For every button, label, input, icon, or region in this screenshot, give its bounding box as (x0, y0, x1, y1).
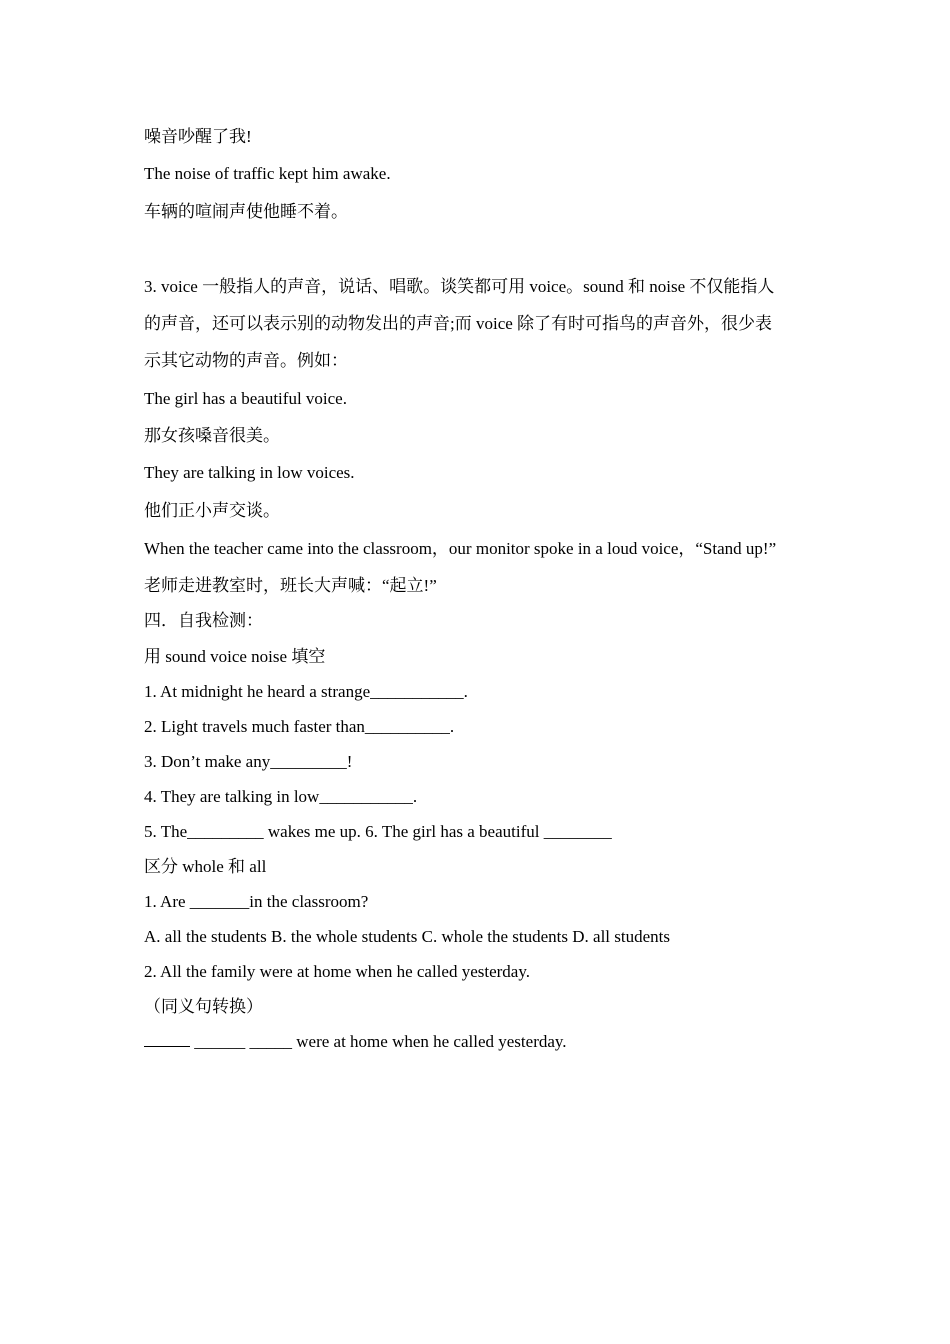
text-line: 车辆的喧闹声使他睡不着。 (144, 202, 348, 221)
sentence-rest: were at home when he called yesterday. (296, 1032, 567, 1051)
exercise-item: 2. All the family were at home when he called yesterday. (144, 962, 530, 981)
rewrite-line (144, 1031, 567, 1053)
instruction-line: 区分 whole 和 all (144, 857, 267, 876)
text-line: 那女孩嗓音很美。 (144, 426, 280, 445)
text-line: 他们正小声交谈。 (144, 501, 280, 520)
text-line: When the teacher came into the classroom，our monitor spoke in a loud voice，“Stand up!” (144, 539, 777, 558)
text-line: 噪音吵醒了我! (144, 127, 252, 146)
exercise-item: 1. At midnight he heard a strange___________. (144, 682, 468, 701)
text-line: 的声音，还可以表示别的动物发出的声音;而 voice 除了有时可指鸟的声音外，很少表 (144, 314, 773, 333)
section-heading: 四．自我检测： (144, 611, 263, 630)
blank-line: ______ (194, 1032, 246, 1051)
answer-options: A. all the students B. the whole students C. whole the students D. all students (144, 927, 671, 946)
exercise-item: 2. Light travels much faster than__________. (144, 717, 455, 736)
text-line: 示其它动物的声音。例如： (144, 351, 348, 370)
instruction-line: 用 sound voice noise 填空 (144, 647, 326, 666)
exercise-item: 3. Don’t make any_________! (144, 752, 353, 771)
exercise-item: 5. The_________ wakes me up. 6. The girl has a beautiful ________ (144, 822, 612, 841)
exercise-item: 4. They are talking in low___________. (144, 787, 418, 806)
text-line: The girl has a beautiful voice. (144, 389, 347, 408)
blank-line (144, 1032, 190, 1047)
text-line: They are talking in low voices. (144, 463, 355, 482)
blank-line: _____ (249, 1032, 292, 1051)
text-line: 老师走进教室时，班长大声喊：“起立!” (144, 576, 437, 595)
text-line: The noise of traffic kept him awake. (144, 164, 391, 183)
exercise-item: 1. Are _______in the classroom? (144, 892, 369, 911)
text-line: 3. voice 一般指人的声音，说话、唱歌。谈笑都可用 voice。sound 和 noise 不仅能指人 (144, 277, 775, 296)
instruction-line: （同义句转换） (144, 997, 263, 1016)
